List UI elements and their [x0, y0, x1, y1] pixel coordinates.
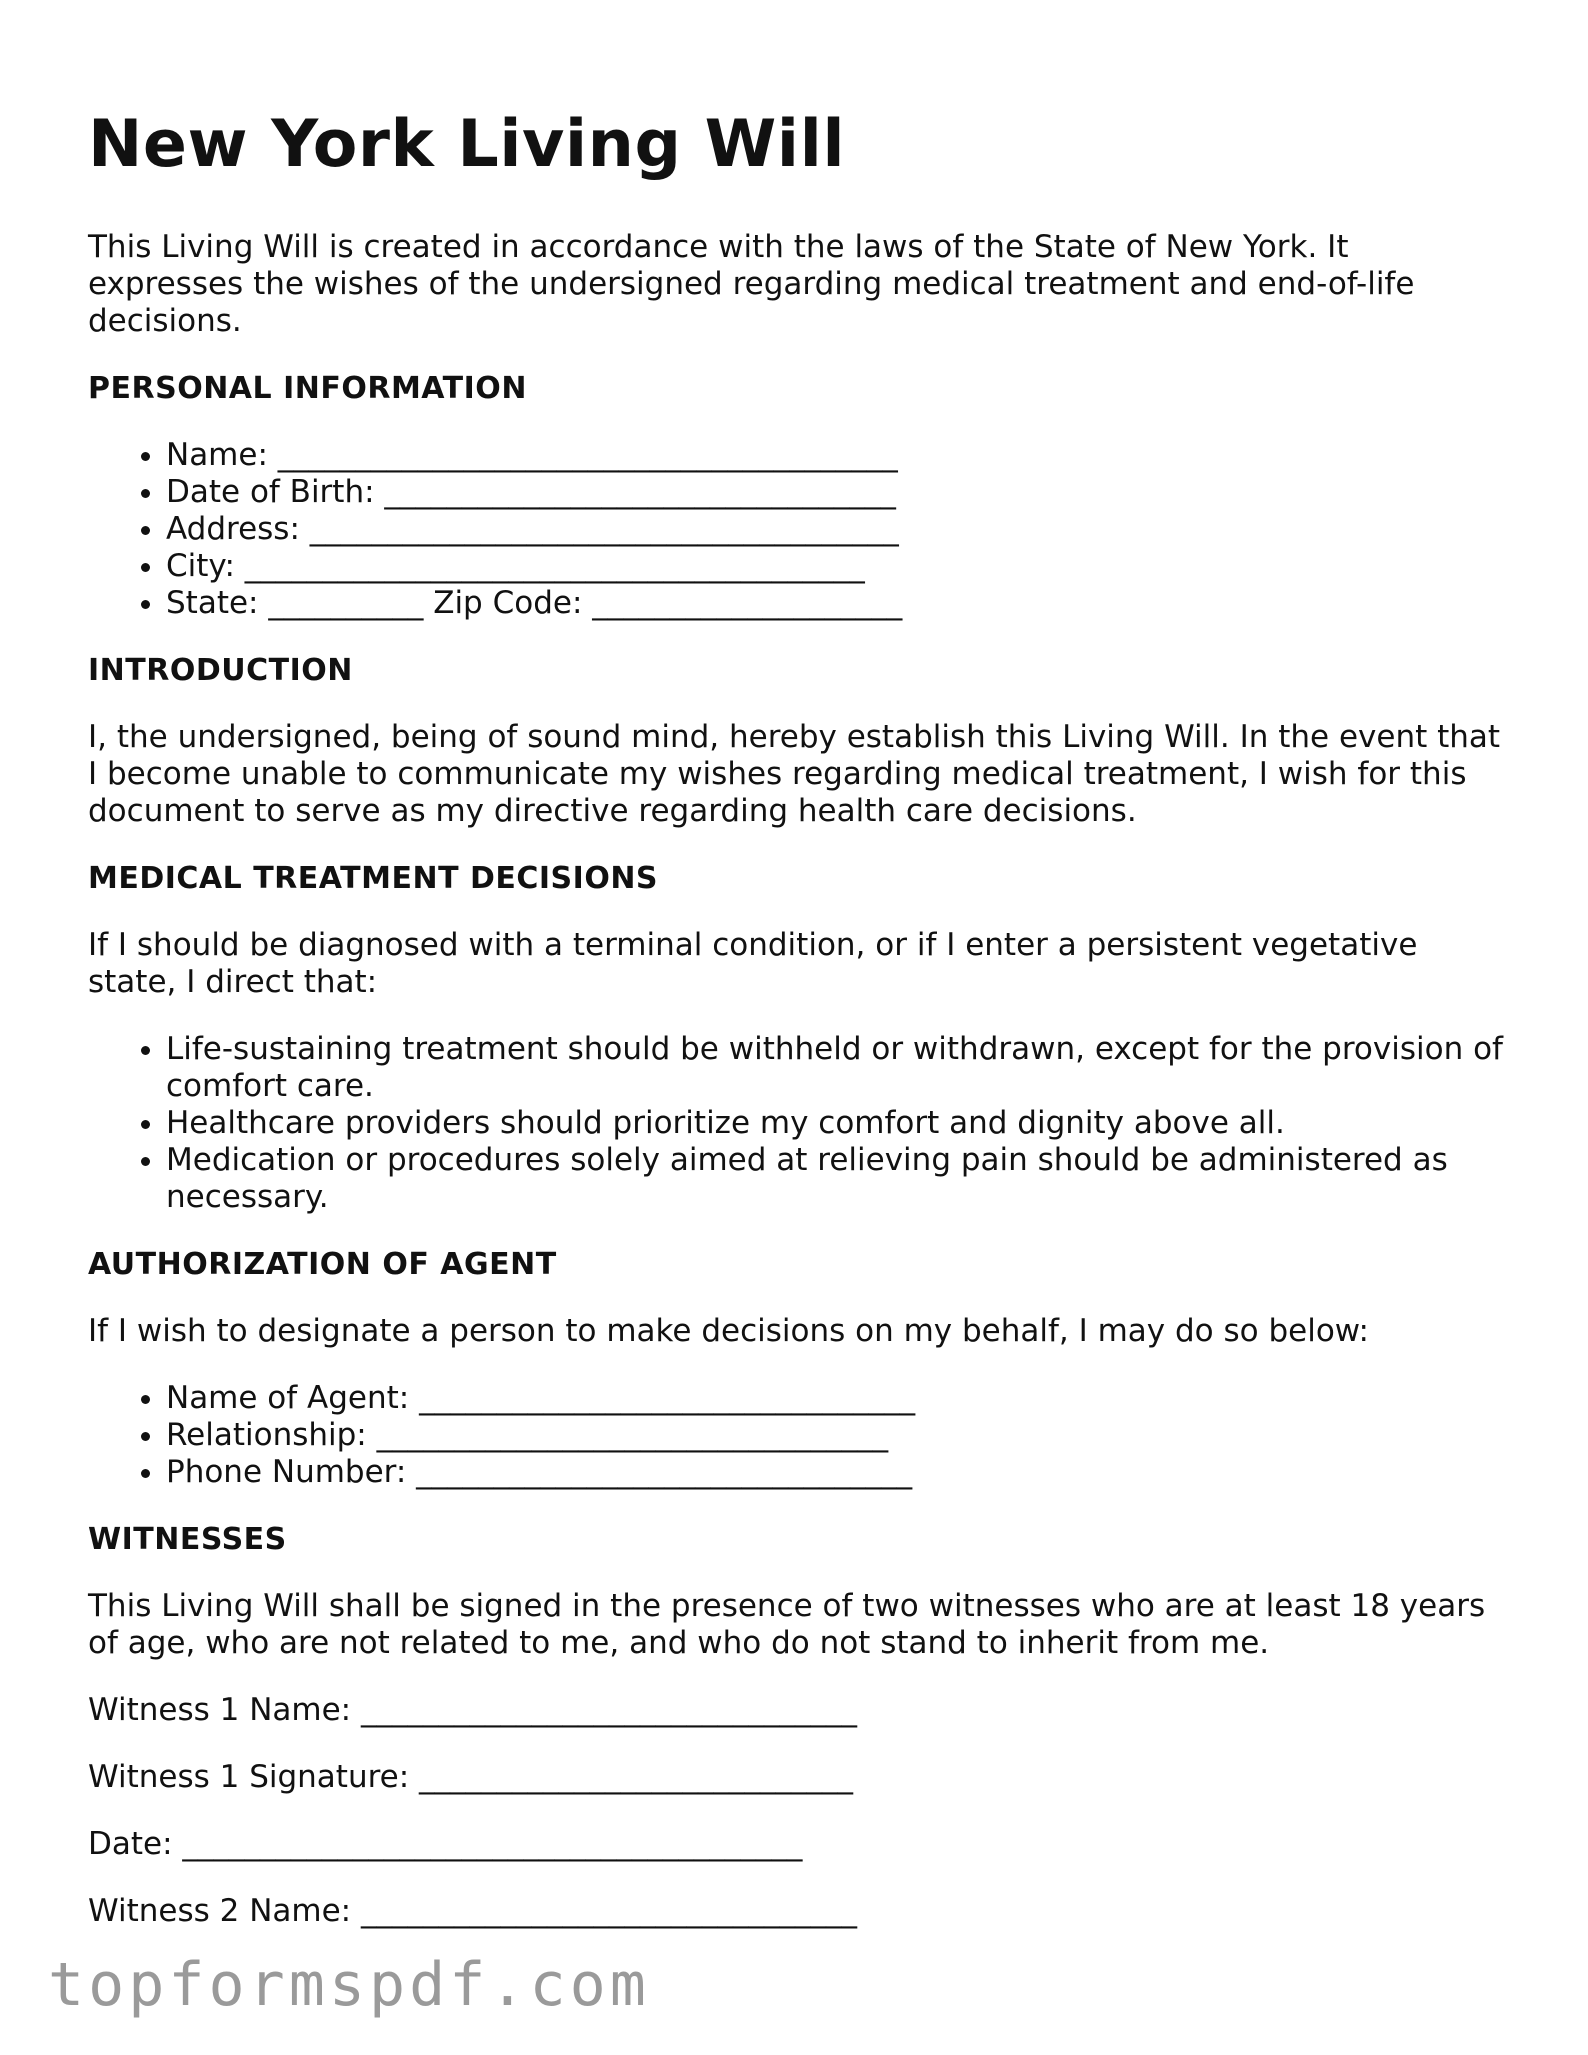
date-of-birth-field[interactable]: • Date of Birth: _________________________________: [166, 474, 1508, 511]
name-field[interactable]: • Name: ________________________________________: [166, 437, 1508, 474]
medical-treatment-paragraph: If I should be diagnosed with a terminal condition, or if I enter a persistent vegetative state, I direct that:: [88, 926, 1418, 1000]
witness-1-signature-field[interactable]: Witness 1 Signature: ____________________________: [88, 1758, 854, 1795]
introduction-heading: INTRODUCTION: [88, 652, 353, 688]
medical-treatment-heading: MEDICAL TREATMENT DECISIONS: [88, 860, 659, 896]
list-item: • Healthcare providers should prioritize my comfort and dignity above all.: [166, 1105, 1508, 1142]
agent-phone-field[interactable]: • Phone Number: ________________________________: [166, 1454, 1508, 1491]
agent-list: [88, 1380, 1508, 1491]
witnesses-heading: WITNESSES: [88, 1521, 287, 1557]
witness-2-name-field[interactable]: Witness 2 Name: ________________________________: [88, 1892, 857, 1929]
list-item: • Medication or procedures solely aimed at relieving pain should be administered as necessary.: [166, 1142, 1508, 1216]
introduction-paragraph: I, the undersigned, being of sound mind, hereby establish this Living Will. In the event that I become unable to communicate my wishes regarding medical treatment, I wish for this document to serve as my directive regarding health care decisions.: [88, 718, 1501, 829]
medical-treatment-list: [88, 1031, 1508, 1216]
agent-relationship-field[interactable]: • Relationship: _________________________________: [166, 1417, 1508, 1454]
document-title: New York Living Will: [88, 107, 846, 182]
document-page: [88, 108, 1508, 1960]
city-field[interactable]: • City: ________________________________________: [166, 548, 1508, 585]
personal-information-heading: PERSONAL INFORMATION: [88, 370, 527, 406]
state-zip-field[interactable]: • State: __________ Zip Code: ____________________: [166, 585, 1508, 622]
agent-name-field[interactable]: • Name of Agent: ________________________________: [166, 1380, 1508, 1417]
date-field[interactable]: Date: ________________________________________: [88, 1825, 803, 1862]
witnesses-paragraph: This Living Will shall be signed in the presence of two witnesses who are at least 18 years of age, who are not related to me, and who do not stand to inherit from me.: [88, 1587, 1486, 1661]
address-field[interactable]: • Address: ______________________________________: [166, 511, 1508, 548]
personal-information-list: [88, 437, 1508, 622]
intro-paragraph: This Living Will is created in accordance with the laws of the State of New York. It expresses the wishes of the undersigned regarding medical treatment and end-of-life decisions.: [88, 228, 1415, 339]
list-item: • Life-sustaining treatment should be withheld or withdrawn, except for the provision of comfort care.: [166, 1031, 1508, 1105]
watermark: topformspdf.com: [48, 1950, 650, 2020]
agent-paragraph: If I wish to designate a person to make decisions on my behalf, I may do so below:: [88, 1312, 1369, 1349]
agent-heading: AUTHORIZATION OF AGENT: [88, 1246, 557, 1282]
witness-1-name-field[interactable]: Witness 1 Name: ________________________________: [88, 1691, 857, 1728]
